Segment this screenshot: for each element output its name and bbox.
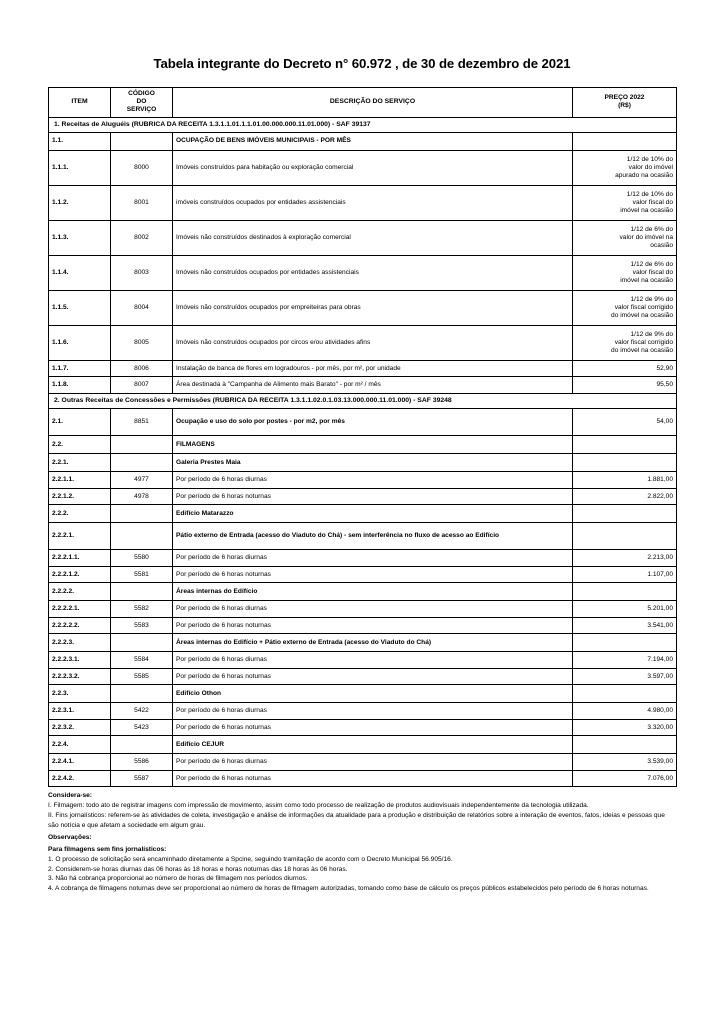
cell-descricao: Pátio externo de Entrada (acesso do Viaduto do Chá) - sem interferência no fluxo de acesso ao Edifício (173, 523, 573, 550)
cell-preco: 7.076,00 (573, 770, 677, 787)
cell-descricao: FILMAGENS (173, 436, 573, 454)
cell-preco (573, 505, 677, 523)
cell-item: 2.1. (49, 409, 111, 436)
table-row (49, 668, 677, 685)
cell-item: 1.1.7. (49, 360, 111, 377)
table-header (49, 88, 677, 118)
cell-codigo: 5587 (111, 770, 173, 787)
cell-codigo: 8006 (111, 360, 173, 377)
table-row (49, 325, 677, 360)
col-header-codigo-line1: CÓDIGO (128, 90, 155, 97)
filmagens-item: 1. O processo de solicitação será encaminhado diretamente a Spcine, seguindo tramitação de acordo com o Decreto Municipal 56.905/16. (48, 855, 453, 863)
cell-item: 2.2.1. (49, 454, 111, 472)
table-row (49, 652, 677, 669)
cell-descricao: Por período de 6 horas noturnas (173, 668, 573, 685)
cell-descricao: OCUPAÇÃO DE BENS IMÓVEIS MUNICIPAIS - POR MÊS (173, 132, 573, 150)
considera-item: I. Filmagem: todo ato de registrar imagens com impressão de movimento, assim como todo processo de realização de produtos audiovisuais independentemente da tecnologia utilizada. (48, 802, 589, 810)
cell-item: 1.1.3. (49, 220, 111, 255)
cell-preco: 3.539,00 (573, 754, 677, 771)
cell-preco: 1/12 de 6% do valor fiscal do imóvel na ocasião (573, 255, 677, 290)
cell-codigo: 5423 (111, 719, 173, 736)
cell-descricao: Edifício CEJUR (173, 736, 573, 754)
cell-codigo: 8001 (111, 185, 173, 220)
table-row (49, 472, 677, 489)
cell-descricao: Galeria Prestes Maia (173, 454, 573, 472)
cell-preco (573, 454, 677, 472)
cell-item: 2.2.4. (49, 736, 111, 754)
considera-item: II. Fins jornalísticos: referem-se às atividades de coleta, investigação e análise de informações da atualidade para a produção e distribuição de relatórios sobre a interação de eventos, fatos, ideias e pessoas que são notícia e que afetam a sociedade em algum grau. (48, 812, 665, 829)
cell-codigo: 5582 (111, 601, 173, 618)
cell-descricao: Por período de 6 horas noturnas (173, 566, 573, 583)
cell-item: 2.2.2.1.1. (49, 550, 111, 567)
cell-preco: 1/12 de 9% do valor fiscal corrigido do imóvel na ocasião (573, 325, 677, 360)
cell-descricao: Instalação de banca de flores em logradouros - por mês, por m², por unidade (173, 360, 573, 377)
cell-item: 2.2.3. (49, 685, 111, 703)
table-row (49, 290, 677, 325)
cell-descricao: Edifício Matarazzo (173, 505, 573, 523)
cell-codigo (111, 505, 173, 523)
cell-item: 2.2.2.2. (49, 583, 111, 601)
cell-item: 2.2.2.3.1. (49, 652, 111, 669)
cell-descricao: Por período de 6 horas noturnas (173, 488, 573, 505)
cell-preco: 1/12 de 9% do valor fiscal corrigido do imóvel na ocasião (573, 290, 677, 325)
cell-descricao: Por período de 6 horas diurnas (173, 601, 573, 618)
cell-preco: 95,50 (573, 377, 677, 394)
table-row (49, 566, 677, 583)
col-header-item: ITEM (49, 88, 111, 118)
cell-codigo: 5422 (111, 703, 173, 720)
cell-item: 2.2. (49, 436, 111, 454)
filmagens-label: Para filmagens sem fins jornalísticos: (48, 845, 167, 853)
cell-codigo: 5586 (111, 754, 173, 771)
notes-section (48, 791, 676, 894)
cell-codigo (111, 634, 173, 652)
col-header-preco-line2: (R$) (618, 102, 631, 110)
col-header-codigo-line2: DO (136, 98, 147, 106)
table-row (49, 617, 677, 634)
cell-codigo: 8002 (111, 220, 173, 255)
cell-preco: 52,90 (573, 360, 677, 377)
col-header-preco (573, 88, 677, 118)
table-row (49, 454, 677, 472)
cell-descricao: Por período de 6 horas noturnas (173, 770, 573, 787)
table-row (49, 703, 677, 720)
table-row (49, 255, 677, 290)
table-row (49, 132, 677, 150)
cell-descricao: Imóveis não construídos ocupados por empreiteiras para obras (173, 290, 573, 325)
cell-codigo: 8003 (111, 255, 173, 290)
table-row (49, 409, 677, 436)
cell-codigo (111, 523, 173, 550)
cell-item: 2.2.2.2.1. (49, 601, 111, 618)
cell-descricao: imóveis construídos ocupados por entidades assistenciais (173, 185, 573, 220)
table-row (49, 436, 677, 454)
cell-preco (573, 685, 677, 703)
cell-preco: 54,00 (573, 409, 677, 436)
cell-preco (573, 583, 677, 601)
table-row (49, 719, 677, 736)
cell-descricao: Edifício Othon (173, 685, 573, 703)
cell-codigo: 5584 (111, 652, 173, 669)
cell-item: 1.1.6. (49, 325, 111, 360)
table-section-row (49, 117, 677, 132)
cell-item: 1.1.2. (49, 185, 111, 220)
table-row (49, 601, 677, 618)
table-row (49, 550, 677, 567)
cell-item: 2.2.2.1.2. (49, 566, 111, 583)
filmagens-item: 2. Considerem-se horas diurnas das 06 horas às 18 horas e horas noturnas das 18 horas às 06 horas. (48, 865, 348, 873)
table-row (49, 377, 677, 394)
cell-item: 2.2.4.2. (49, 770, 111, 787)
cell-item: 2.2.3.1. (49, 703, 111, 720)
cell-codigo (111, 736, 173, 754)
table-body (49, 117, 677, 787)
table-row (49, 150, 677, 185)
cell-item: 2.2.1.2. (49, 488, 111, 505)
cell-descricao: Imóveis não construídos ocupados por entidades assistenciais (173, 255, 573, 290)
cell-descricao: Por período de 6 horas diurnas (173, 652, 573, 669)
cell-preco: 2.213,00 (573, 550, 677, 567)
cell-codigo: 5583 (111, 617, 173, 634)
cell-codigo: 4977 (111, 472, 173, 489)
cell-item: 1.1.4. (49, 255, 111, 290)
cell-descricao: Áreas internas do Edifício (173, 583, 573, 601)
cell-codigo (111, 685, 173, 703)
cell-preco: 7.194,00 (573, 652, 677, 669)
cell-descricao: Por período de 6 horas diurnas (173, 472, 573, 489)
table-row (49, 736, 677, 754)
cell-preco (573, 436, 677, 454)
cell-preco: 2.822,00 (573, 488, 677, 505)
cell-descricao: Áreas internas do Edifício + Pátio externo de Entrada (acesso do Viaduto do Chá) (173, 634, 573, 652)
cell-preco: 3.597,00 (573, 668, 677, 685)
col-header-codigo-line3: SERVIÇO (126, 106, 157, 114)
cell-preco: 1/12 de 10% do valor do imóvel apurado na ocasião (573, 150, 677, 185)
cell-preco (573, 523, 677, 550)
cell-codigo: 4978 (111, 488, 173, 505)
cell-codigo: 8007 (111, 377, 173, 394)
cell-descricao: Por período de 6 horas noturnas (173, 617, 573, 634)
table-row (49, 634, 677, 652)
cell-item: 2.2.1.1. (49, 472, 111, 489)
filmagens-item: 3. Não há cobrança proporcional ao número de horas de filmagem nos períodos diurnos. (48, 875, 308, 883)
cell-codigo: 8000 (111, 150, 173, 185)
filmagens-list (48, 855, 676, 895)
table-row (49, 360, 677, 377)
cell-item: 2.2.2.3.2. (49, 668, 111, 685)
table-row (49, 685, 677, 703)
table-row (49, 220, 677, 255)
cell-descricao: Imóveis não construídos ocupados por circos e/ou atividades afins (173, 325, 573, 360)
observacoes-label: Observações: (48, 833, 92, 841)
cell-descricao: Ocupação e uso do solo por postes - por m2, por mês (173, 409, 573, 436)
table-row (49, 770, 677, 787)
cell-item: 2.2.3.2. (49, 719, 111, 736)
table-row (49, 488, 677, 505)
cell-codigo: 8004 (111, 290, 173, 325)
cell-preco (573, 634, 677, 652)
cell-descricao: Por período de 6 horas diurnas (173, 754, 573, 771)
table-row (49, 185, 677, 220)
considera-label: Considera-se: (48, 792, 92, 800)
cell-preco: 1.107,00 (573, 566, 677, 583)
cell-codigo: 5585 (111, 668, 173, 685)
cell-item: 2.2.2. (49, 505, 111, 523)
cell-descricao: Área destinada à "Campanha de Alimento mais Barato" - por m² / mês (173, 377, 573, 394)
table-section-label: 2. Outras Receitas de Concessões e Permissões (RUBRICA DA RECEITA 1.3.1.1.02.0.1.03.13.000.000.11.01.000) - SAF 39248 (49, 393, 677, 408)
col-header-preco-line1: PREÇO 2022 (604, 94, 645, 102)
cell-preco: 5.201,00 (573, 601, 677, 618)
filmagens-item: 4. A cobrança de filmagens noturnas deve ser proporcional ao número de horas de filmagem autorizadas, tomando como base de cálculo os preços públicos estabelecidos pelo período de 6 horas noturnas. (48, 885, 649, 893)
cell-preco: 3.541,00 (573, 617, 677, 634)
cell-codigo (111, 132, 173, 150)
considera-list (48, 801, 676, 831)
cell-preco: 4.980,00 (573, 703, 677, 720)
table-row (49, 505, 677, 523)
cell-preco (573, 132, 677, 150)
table-row (49, 583, 677, 601)
page-title: Tabela integrante do Decreto n° 60.972 , de 30 de dezembro de 2021 (153, 56, 571, 71)
cell-preco: 3.320,00 (573, 719, 677, 736)
cell-preco: 1/12 de 6% do valor do imóvel na ocasião (573, 220, 677, 255)
cell-item: 2.2.4.1. (49, 754, 111, 771)
cell-codigo (111, 454, 173, 472)
cell-item: 1.1.8. (49, 377, 111, 394)
table-row (49, 523, 677, 550)
table-section-label: 1. Receitas de Aluguéis (RUBRICA DA RECEITA 1.3.1.1.01.1.1.01.00.000.000.11.01.000) - SAF 39137 (49, 117, 677, 132)
cell-codigo (111, 583, 173, 601)
table-section-row (49, 393, 677, 408)
cell-item: 1.1.1. (49, 150, 111, 185)
cell-preco: 1.881,00 (573, 472, 677, 489)
col-header-descricao: DESCRIÇÃO DO SERVIÇO (173, 88, 573, 118)
price-table (48, 87, 677, 787)
cell-descricao: Por período de 6 horas noturnas (173, 719, 573, 736)
cell-codigo: 8005 (111, 325, 173, 360)
col-header-codigo (111, 88, 173, 118)
cell-codigo: 5581 (111, 566, 173, 583)
cell-item: 1.1. (49, 132, 111, 150)
cell-codigo: 8851 (111, 409, 173, 436)
cell-descricao: Imóveis não construídos destinados à exploração comercial (173, 220, 573, 255)
cell-preco (573, 736, 677, 754)
cell-descricao: Imóveis construídos para habitação ou exploração comercial (173, 150, 573, 185)
cell-item: 1.1.5. (49, 290, 111, 325)
cell-item: 2.2.2.2.2. (49, 617, 111, 634)
cell-codigo (111, 436, 173, 454)
cell-codigo: 5580 (111, 550, 173, 567)
table-row (49, 754, 677, 771)
cell-preco: 1/12 de 10% do valor fiscal do imóvel na ocasião (573, 185, 677, 220)
cell-item: 2.2.2.3. (49, 634, 111, 652)
cell-descricao: Por período de 6 horas diurnas (173, 550, 573, 567)
cell-descricao: Por período de 6 horas diurnas (173, 703, 573, 720)
cell-item: 2.2.2.1. (49, 523, 111, 550)
